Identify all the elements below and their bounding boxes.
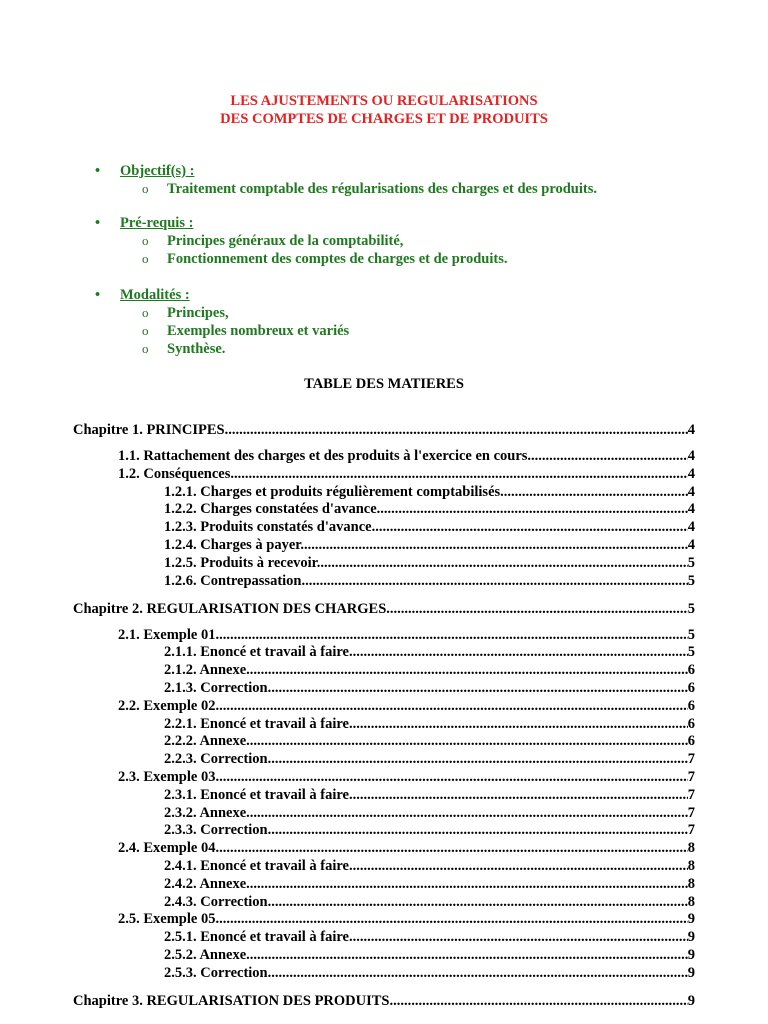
toc-page-number: 8 [687, 858, 695, 874]
toc-section-entry[interactable] [118, 768, 695, 786]
toc-chapter-entry[interactable] [73, 992, 695, 1010]
toc-page-number: 8 [687, 840, 695, 856]
toc-page-number: 7 [687, 787, 695, 803]
toc-subsection-entry[interactable] [164, 732, 695, 750]
bullet-icon: • [95, 287, 101, 303]
bullet-icon: • [95, 163, 101, 179]
toc-entry-label: 2.5. Exemple 05. [118, 911, 220, 927]
toc-leader-dots [219, 910, 688, 928]
section-heading: Objectif(s) : [120, 163, 195, 179]
toc-chapter-entry[interactable] [73, 421, 695, 439]
toc-leader-dots [375, 518, 688, 536]
toc-leader-dots [271, 750, 688, 768]
sub-bullet-icon: o [142, 251, 149, 266]
toc-subsection-entry[interactable] [164, 572, 695, 590]
toc-entry-label: 2.5.2. Annexe. [164, 947, 250, 963]
toc-leader-dots [271, 821, 688, 839]
section-item-text: Traitement comptable des régularisations des charges et des produits. [167, 181, 598, 197]
toc-entry-label: 2.2.3. Correction. [164, 751, 272, 767]
toc-entry-label: 2.1.3. Correction. [164, 680, 272, 696]
section-heading: Pré-requis : [120, 215, 194, 231]
toc-page-number: 6 [687, 680, 695, 696]
toc-page-number: 7 [687, 805, 695, 821]
section-item-text: Exemples nombreux et variés [167, 323, 350, 339]
toc-entry-label: 2.1.2. Annexe. [164, 662, 250, 678]
toc-page-number: 7 [687, 769, 695, 785]
toc-entry-label: 2.5.3. Correction. [164, 965, 272, 981]
toc-leader-dots [380, 500, 687, 518]
toc-section-entry[interactable] [118, 910, 695, 928]
toc-section-entry[interactable] [118, 697, 695, 715]
toc-subsection-entry[interactable] [164, 661, 695, 679]
toc-page-number: 9 [687, 929, 695, 945]
toc-leader-dots [271, 679, 688, 697]
sub-bullet-icon: o [142, 233, 149, 248]
toc-page-number: 8 [687, 876, 695, 892]
toc-page-number: 6 [687, 662, 695, 678]
toc-entry-label: 2.2.1. Enoncé et travail à faire. [164, 716, 353, 732]
toc-page-number: 5 [687, 555, 695, 571]
toc-leader-dots [353, 715, 688, 733]
toc-entry-label: Chapitre 3. REGULARISATION DES PRODUITS. [73, 993, 394, 1009]
toc-entry-label: 2.4.1. Enoncé et travail à faire. [164, 858, 353, 874]
toc-entry-label: Chapitre 2. REGULARISATION DES CHARGES. [73, 601, 390, 617]
toc-entry-label: 1.2.3. Produits constatés d'avance. [164, 519, 376, 535]
toc-entry-label: 2.2.2. Annexe. [164, 733, 250, 749]
toc-entry-label: 2.4.3. Correction. [164, 894, 272, 910]
toc-entry-label: 1.2.5. Produits à recevoir. [164, 555, 321, 571]
toc-page-number: 6 [687, 698, 695, 714]
toc-entry-label: 2.3. Exemple 03. [118, 769, 220, 785]
toc-leader-dots [531, 447, 688, 465]
toc-subsection-entry[interactable] [164, 554, 695, 572]
toc-subsection-entry[interactable] [164, 928, 695, 946]
toc-subsection-entry[interactable] [164, 518, 695, 536]
toc-entry-label: 2.4.2. Annexe. [164, 876, 250, 892]
toc-page-number: 9 [687, 947, 695, 963]
section-item-text: Synthèse. [167, 341, 226, 357]
toc-page-number: 8 [687, 894, 695, 910]
sub-bullet-icon: o [142, 323, 149, 338]
toc-subsection-entry[interactable] [164, 715, 695, 733]
toc-page-number: 4 [687, 537, 695, 553]
toc-entry-label: 2.4. Exemple 04. [118, 840, 220, 856]
toc-leader-dots [219, 626, 688, 644]
toc-leader-dots [219, 697, 688, 715]
toc-section-entry[interactable] [118, 626, 695, 644]
toc-leader-dots [305, 572, 688, 590]
toc-page-number: 5 [687, 573, 695, 589]
toc-entry-label: Chapitre 1. PRINCIPES. [73, 422, 229, 438]
toc-leader-dots [219, 768, 688, 786]
toc-page-number: 7 [687, 822, 695, 838]
toc-leader-dots [320, 554, 687, 572]
toc-entry-label: 2.3.3. Correction. [164, 822, 272, 838]
toc-entry-label: 2.1.1. Enoncé et travail à faire. [164, 644, 353, 660]
toc-leader-dots [250, 946, 688, 964]
sub-bullet-icon: o [142, 181, 149, 196]
toc-page-number: 4 [687, 422, 695, 438]
toc-subsection-entry[interactable] [164, 964, 695, 982]
toc-page-number: 5 [687, 627, 695, 643]
toc-leader-dots [250, 875, 688, 893]
section-item-text: Principes généraux de la comptabilité, [167, 233, 404, 249]
toc-page-number: 9 [687, 993, 695, 1009]
toc-page-number: 9 [687, 911, 695, 927]
toc-entry-label: 2.5.1. Enoncé et travail à faire. [164, 929, 353, 945]
toc-subsection-entry[interactable] [164, 804, 695, 822]
toc-subsection-entry[interactable] [164, 536, 695, 554]
document-title [0, 92, 768, 128]
document-title-line-1: LES AJUSTEMENTS OU REGULARISATIONS [230, 93, 538, 109]
toc-leader-dots [250, 661, 688, 679]
toc-page-number: 4 [687, 448, 695, 464]
toc-entry-label: 2.3.2. Annexe. [164, 805, 250, 821]
sub-bullet-icon: o [142, 341, 149, 356]
toc-leader-dots [234, 465, 688, 483]
toc-leader-dots [353, 786, 688, 804]
toc-leader-dots [271, 893, 688, 911]
toc-leader-dots [228, 421, 688, 439]
toc-subsection-entry[interactable] [164, 857, 695, 875]
toc-page-number: 4 [687, 466, 695, 482]
toc-page-number: 7 [687, 751, 695, 767]
toc-entry-label: 1.2.4. Charges à payer. [164, 537, 305, 553]
toc-subsection-entry[interactable] [164, 750, 695, 768]
toc-leader-dots [219, 839, 688, 857]
toc-subsection-entry[interactable] [164, 875, 695, 893]
toc-leader-dots [271, 964, 688, 982]
toc-entry-label: 1.2.2. Charges constatées d'avance. [164, 501, 381, 517]
toc-page-number: 5 [687, 601, 695, 617]
toc-entry-label: 1.2.1. Charges et produits régulièrement comptabilisés. [164, 484, 504, 500]
section-heading-colon: : [184, 215, 194, 231]
toc-entry-label: 1.1. Rattachement des charges et des produits à l'exercice en cours. [118, 448, 532, 464]
toc-leader-dots [390, 600, 688, 618]
toc-subsection-entry[interactable] [164, 786, 695, 804]
toc-chapter-entry[interactable] [73, 600, 695, 618]
toc-subsection-entry[interactable] [164, 893, 695, 911]
toc-leader-dots [250, 804, 688, 822]
toc-subsection-entry[interactable] [164, 679, 695, 697]
toc-leader-dots [504, 483, 688, 501]
toc-subsection-entry[interactable] [164, 500, 695, 518]
toc-leader-dots [353, 857, 688, 875]
toc-page-number: 6 [687, 716, 695, 732]
toc-entry-label: 2.1. Exemple 01. [118, 627, 220, 643]
bullet-icon: • [95, 215, 101, 231]
toc-subsection-entry[interactable] [164, 483, 695, 501]
section-item-text: Fonctionnement des comptes de charges et de produits. [167, 251, 508, 267]
toc-section-entry[interactable] [118, 839, 695, 857]
toc-leader-dots [250, 732, 688, 750]
toc-leader-dots [353, 643, 688, 661]
toc-leader-dots [353, 928, 688, 946]
toc-entry-label: 1.2.6. Contrepassation. [164, 573, 306, 589]
toc-page-number: 6 [687, 733, 695, 749]
document-title-line-2: DES COMPTES DE CHARGES ET DE PRODUITS [220, 111, 548, 127]
toc-entry-label: 2.2. Exemple 02. [118, 698, 220, 714]
toc-section-entry[interactable] [118, 465, 695, 483]
toc-page-number: 4 [687, 484, 695, 500]
toc-subsection-entry[interactable] [164, 821, 695, 839]
sub-bullet-icon: o [142, 305, 149, 320]
toc-subsection-entry[interactable] [164, 643, 695, 661]
toc-leader-dots [304, 536, 688, 554]
toc-entry-label: 2.3.1. Enoncé et travail à faire. [164, 787, 353, 803]
toc-leader-dots [393, 992, 688, 1010]
section-heading-colon: : [186, 163, 195, 179]
toc-page-number: 9 [687, 965, 695, 981]
toc-page-number: 4 [687, 501, 695, 517]
toc-entry-label: 1.2. Conséquences. [118, 466, 235, 482]
section-heading: Modalités : [120, 287, 190, 303]
toc-section-entry[interactable] [118, 447, 695, 465]
toc-title: TABLE DES MATIERES [304, 376, 464, 392]
section-item-text: Principes, [167, 305, 229, 321]
toc-page-number: 5 [687, 644, 695, 660]
toc-page-number: 4 [687, 519, 695, 535]
toc-subsection-entry[interactable] [164, 946, 695, 964]
section-heading-colon: : [181, 287, 190, 303]
